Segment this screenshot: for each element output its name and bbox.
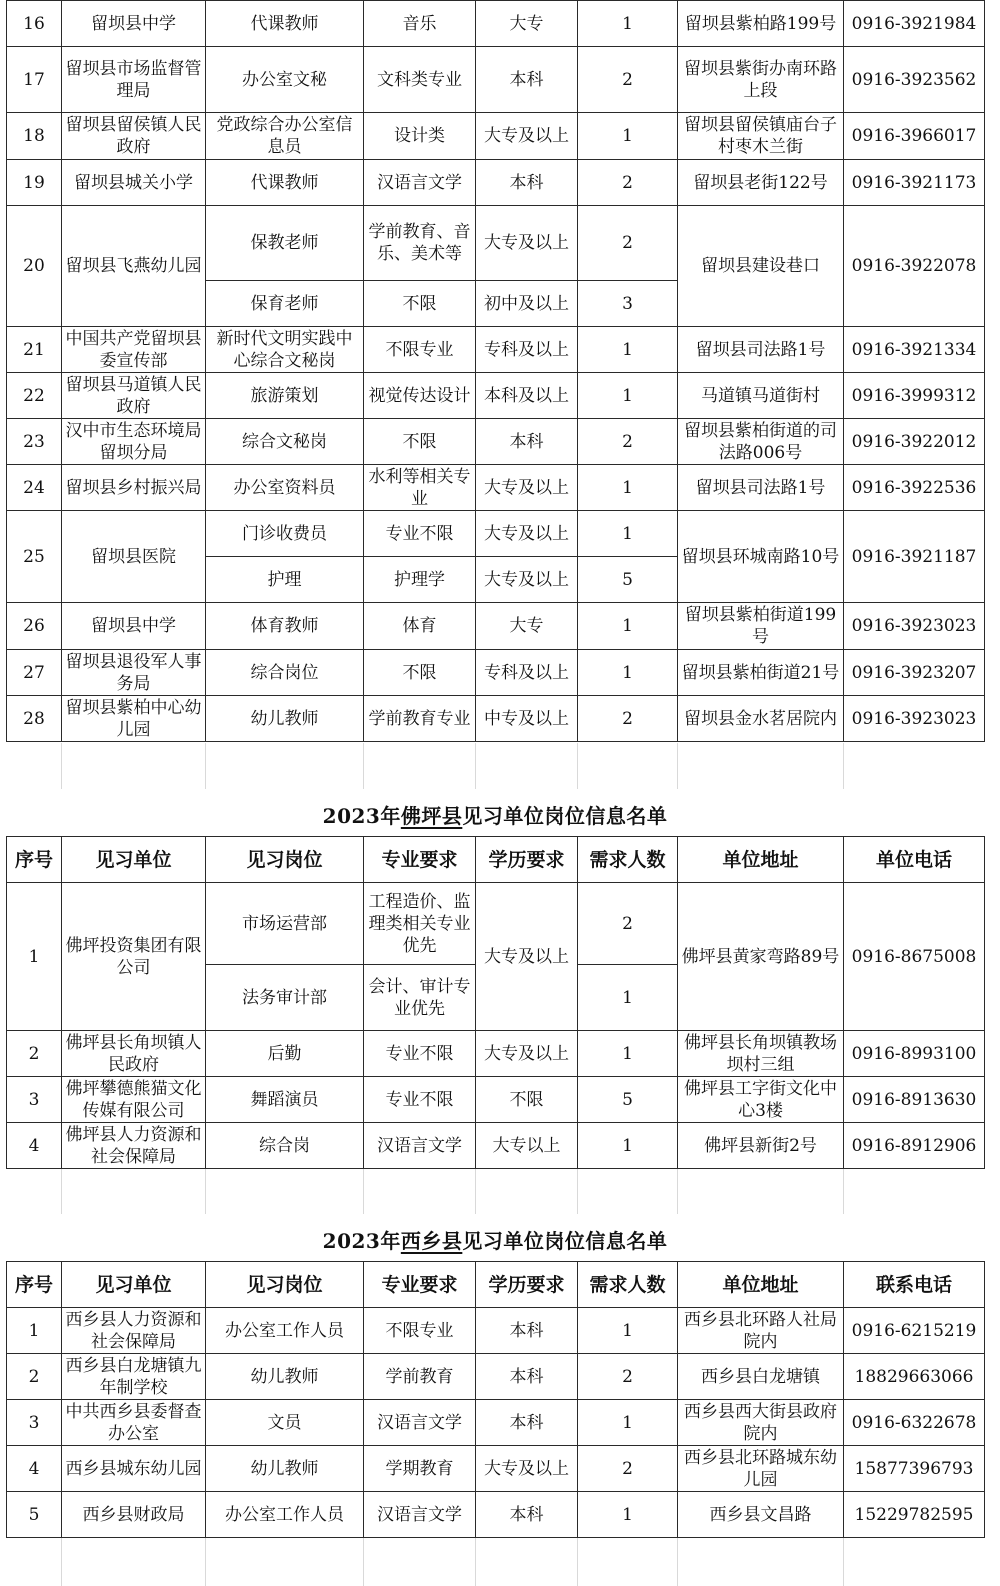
unit-address: 西乡县白龙塘镇 <box>678 1354 844 1400</box>
unit-address: 留坝县环城南路10号 <box>678 511 844 603</box>
unit-phone: 0916-3923023 <box>844 603 985 650</box>
unit-name: 留坝县乡村振兴局 <box>62 465 206 511</box>
education-requirement: 本科 <box>476 1492 578 1538</box>
headcount: 2 <box>578 206 678 281</box>
header-phone: 联系电话 <box>844 1262 985 1308</box>
position: 党政综合办公室信息员 <box>206 113 364 160</box>
headcount: 3 <box>578 281 678 327</box>
education-requirement: 本科 <box>476 1354 578 1400</box>
table-row <box>7 47 985 113</box>
unit-phone: 0916-3966017 <box>844 113 985 160</box>
header-addr: 单位地址 <box>678 1262 844 1308</box>
position: 旅游策划 <box>206 373 364 419</box>
blank-grid-band-3 <box>6 1538 984 1586</box>
unit-address: 西乡县北环路城东幼儿园 <box>678 1446 844 1492</box>
major-requirement: 学前教育专业 <box>364 696 476 742</box>
education-requirement: 大专及以上 <box>476 557 578 603</box>
unit-phone: 15229782595 <box>844 1492 985 1538</box>
education-requirement: 中专及以上 <box>476 696 578 742</box>
row-number: 3 <box>7 1400 62 1446</box>
unit-phone: 0916-3922536 <box>844 465 985 511</box>
table-row <box>7 1446 985 1492</box>
table-row <box>7 1 985 47</box>
row-number: 23 <box>7 419 62 465</box>
row-number: 16 <box>7 1 62 47</box>
row-number: 20 <box>7 206 62 327</box>
title-rest: 见习单位岗位信息名单 <box>462 804 668 828</box>
table-row <box>7 1123 985 1169</box>
headcount: 1 <box>578 603 678 650</box>
major-requirement: 汉语言文学 <box>364 1400 476 1446</box>
table-row <box>7 696 985 742</box>
major-requirement: 音乐 <box>364 1 476 47</box>
unit-phone: 0916-8993100 <box>844 1031 985 1077</box>
unit-address: 留坝县金水茗居院内 <box>678 696 844 742</box>
major-requirement: 会计、审计专业优先 <box>364 965 476 1031</box>
headcount: 1 <box>578 1308 678 1354</box>
headcount: 5 <box>578 1077 678 1123</box>
position: 文员 <box>206 1400 364 1446</box>
education-requirement: 大专以上 <box>476 1123 578 1169</box>
unit-address: 留坝县老街122号 <box>678 160 844 206</box>
position: 门诊收费员 <box>206 511 364 557</box>
unit-name: 汉中市生态环境局留坝分局 <box>62 419 206 465</box>
major-requirement: 专业不限 <box>364 1077 476 1123</box>
row-number: 17 <box>7 47 62 113</box>
position: 办公室资料员 <box>206 465 364 511</box>
major-requirement: 文科类专业 <box>364 47 476 113</box>
education-requirement: 大专 <box>476 1 578 47</box>
header-row <box>7 1262 985 1308</box>
header-unit: 见习单位 <box>62 837 206 883</box>
unit-phone: 0916-3921173 <box>844 160 985 206</box>
education-requirement: 本科 <box>476 1308 578 1354</box>
unit-phone: 0916-8913630 <box>844 1077 985 1123</box>
header-major: 专业要求 <box>364 837 476 883</box>
headcount: 1 <box>578 465 678 511</box>
unit-address: 佛坪县新街2号 <box>678 1123 844 1169</box>
header-count: 需求人数 <box>578 1262 678 1308</box>
unit-address: 西乡县西大街县政府院内 <box>678 1400 844 1446</box>
unit-name: 西乡县人力资源和社会保障局 <box>62 1308 206 1354</box>
major-requirement: 不限专业 <box>364 1308 476 1354</box>
table-row <box>7 1308 985 1354</box>
unit-phone: 18829663066 <box>844 1354 985 1400</box>
header-row <box>7 837 985 883</box>
row-number: 19 <box>7 160 62 206</box>
table-row <box>7 650 985 696</box>
education-requirement: 大专及以上 <box>476 511 578 557</box>
education-requirement: 大专及以上 <box>476 465 578 511</box>
unit-address: 留坝县紫街办南环路上段 <box>678 47 844 113</box>
unit-address: 留坝县紫柏街道199号 <box>678 603 844 650</box>
unit-address: 佛坪县长角坝镇教场坝村三组 <box>678 1031 844 1077</box>
headcount: 5 <box>578 557 678 603</box>
unit-name: 留坝县飞燕幼儿园 <box>62 206 206 327</box>
position: 后勤 <box>206 1031 364 1077</box>
major-requirement: 学期教育 <box>364 1446 476 1492</box>
position: 代课教师 <box>206 160 364 206</box>
header-no: 序号 <box>7 837 62 883</box>
unit-name: 留坝县马道镇人民政府 <box>62 373 206 419</box>
unit-name: 佛坪攀德熊猫文化传媒有限公司 <box>62 1077 206 1123</box>
education-requirement: 专科及以上 <box>476 650 578 696</box>
table-row <box>7 1400 985 1446</box>
position: 市场运营部 <box>206 883 364 965</box>
headcount: 1 <box>578 511 678 557</box>
major-requirement: 学前教育 <box>364 1354 476 1400</box>
table-row <box>7 511 985 557</box>
header-major: 专业要求 <box>364 1262 476 1308</box>
headcount: 1 <box>578 1400 678 1446</box>
header-edu: 学历要求 <box>476 837 578 883</box>
major-requirement: 不限专业 <box>364 327 476 373</box>
title-rest: 见习单位岗位信息名单 <box>462 1229 668 1253</box>
major-requirement: 专业不限 <box>364 511 476 557</box>
row-number: 3 <box>7 1077 62 1123</box>
major-requirement: 汉语言文学 <box>364 1492 476 1538</box>
table-row <box>7 206 985 281</box>
unit-address: 留坝县紫柏街道的司法路006号 <box>678 419 844 465</box>
unit-name: 佛坪县长角坝镇人民政府 <box>62 1031 206 1077</box>
position: 保育老师 <box>206 281 364 327</box>
table-row <box>7 1354 985 1400</box>
major-requirement: 设计类 <box>364 113 476 160</box>
row-number: 4 <box>7 1446 62 1492</box>
education-requirement: 大专及以上 <box>476 1031 578 1077</box>
education-requirement: 本科及以上 <box>476 373 578 419</box>
major-requirement: 不限 <box>364 419 476 465</box>
unit-address: 西乡县北环路人社局院内 <box>678 1308 844 1354</box>
row-number: 28 <box>7 696 62 742</box>
education-requirement: 不限 <box>476 1077 578 1123</box>
header-count: 需求人数 <box>578 837 678 883</box>
position: 法务审计部 <box>206 965 364 1031</box>
table-row <box>7 1492 985 1538</box>
xixiang-positions-table <box>6 1261 985 1538</box>
header-phone: 单位电话 <box>844 837 985 883</box>
position: 综合岗位 <box>206 650 364 696</box>
major-requirement: 视觉传达设计 <box>364 373 476 419</box>
unit-name: 留坝县中学 <box>62 1 206 47</box>
table-row <box>7 465 985 511</box>
unit-name: 留坝县城关小学 <box>62 160 206 206</box>
unit-name: 西乡县白龙塘镇九年制学校 <box>62 1354 206 1400</box>
headcount: 2 <box>578 160 678 206</box>
position: 幼儿教师 <box>206 1354 364 1400</box>
unit-phone: 0916-6215219 <box>844 1308 985 1354</box>
major-requirement: 汉语言文学 <box>364 1123 476 1169</box>
unit-name: 留坝县医院 <box>62 511 206 603</box>
section-title-xixiang <box>6 1225 984 1254</box>
header-unit: 见习单位 <box>62 1262 206 1308</box>
unit-address: 留坝县紫柏街道21号 <box>678 650 844 696</box>
headcount: 2 <box>578 1446 678 1492</box>
unit-phone: 0916-3923207 <box>844 650 985 696</box>
headcount: 1 <box>578 113 678 160</box>
section-title-foping <box>6 800 984 829</box>
position: 综合文秘岗 <box>206 419 364 465</box>
education-requirement: 本科 <box>476 1400 578 1446</box>
unit-name: 佛坪县人力资源和社会保障局 <box>62 1123 206 1169</box>
education-requirement: 大专 <box>476 603 578 650</box>
title-year: 2023年 <box>322 804 401 828</box>
position: 办公室工作人员 <box>206 1308 364 1354</box>
title-year: 2023年 <box>322 1229 401 1253</box>
position: 新时代文明实践中心综合文秘岗 <box>206 327 364 373</box>
headcount: 1 <box>578 1492 678 1538</box>
row-number: 2 <box>7 1031 62 1077</box>
education-requirement: 专科及以上 <box>476 327 578 373</box>
position: 办公室文秘 <box>206 47 364 113</box>
education-requirement: 本科 <box>476 160 578 206</box>
unit-phone: 0916-3999312 <box>844 373 985 419</box>
header-edu: 学历要求 <box>476 1262 578 1308</box>
liuba-positions-table <box>6 0 985 742</box>
headcount: 2 <box>578 1354 678 1400</box>
major-requirement: 学前教育、音乐、美术等 <box>364 206 476 281</box>
education-requirement: 大专及以上 <box>476 206 578 281</box>
unit-name: 中共西乡县委督查办公室 <box>62 1400 206 1446</box>
position: 幼儿教师 <box>206 696 364 742</box>
table-row <box>7 1077 985 1123</box>
blank-grid-band-1 <box>6 743 984 789</box>
education-requirement: 大专及以上 <box>476 113 578 160</box>
headcount: 1 <box>578 650 678 696</box>
header-addr: 单位地址 <box>678 837 844 883</box>
headcount: 1 <box>578 965 678 1031</box>
unit-address: 留坝县紫柏路199号 <box>678 1 844 47</box>
headcount: 1 <box>578 373 678 419</box>
position: 办公室工作人员 <box>206 1492 364 1538</box>
row-number: 1 <box>7 1308 62 1354</box>
row-number: 21 <box>7 327 62 373</box>
education-requirement: 初中及以上 <box>476 281 578 327</box>
headcount: 1 <box>578 1 678 47</box>
headcount: 1 <box>578 1031 678 1077</box>
table-row <box>7 373 985 419</box>
table-row <box>7 603 985 650</box>
education-requirement: 本科 <box>476 419 578 465</box>
unit-phone: 0916-3921187 <box>844 511 985 603</box>
table-row <box>7 160 985 206</box>
major-requirement: 汉语言文学 <box>364 160 476 206</box>
position: 幼儿教师 <box>206 1446 364 1492</box>
major-requirement: 体育 <box>364 603 476 650</box>
unit-address: 留坝县留侯镇庙台子村枣木兰街 <box>678 113 844 160</box>
unit-name: 西乡县城东幼儿园 <box>62 1446 206 1492</box>
education-requirement: 本科 <box>476 47 578 113</box>
unit-phone: 0916-6322678 <box>844 1400 985 1446</box>
unit-address: 西乡县文昌路 <box>678 1492 844 1538</box>
unit-address: 留坝县司法路1号 <box>678 465 844 511</box>
row-number: 27 <box>7 650 62 696</box>
headcount: 1 <box>578 1123 678 1169</box>
position: 体育教师 <box>206 603 364 650</box>
position: 舞蹈演员 <box>206 1077 364 1123</box>
major-requirement: 水利等相关专业 <box>364 465 476 511</box>
row-number: 22 <box>7 373 62 419</box>
major-requirement: 不限 <box>364 281 476 327</box>
table-row <box>7 327 985 373</box>
row-number: 5 <box>7 1492 62 1538</box>
unit-phone: 0916-3921984 <box>844 1 985 47</box>
row-number: 18 <box>7 113 62 160</box>
header-post: 见习岗位 <box>206 837 364 883</box>
unit-name: 中国共产党留坝县委宣传部 <box>62 327 206 373</box>
unit-address: 留坝县司法路1号 <box>678 327 844 373</box>
major-requirement: 工程造价、监理类相关专业优先 <box>364 883 476 965</box>
table-row <box>7 419 985 465</box>
headcount: 2 <box>578 883 678 965</box>
row-number: 25 <box>7 511 62 603</box>
unit-phone: 0916-3923023 <box>844 696 985 742</box>
unit-phone: 0916-3922078 <box>844 206 985 327</box>
title-county: 西乡县 <box>400 1229 463 1253</box>
header-post: 见习岗位 <box>206 1262 364 1308</box>
unit-name: 留坝县紫柏中心幼儿园 <box>62 696 206 742</box>
major-requirement: 专业不限 <box>364 1031 476 1077</box>
unit-address: 留坝县建设巷口 <box>678 206 844 327</box>
headcount: 2 <box>578 696 678 742</box>
table-row <box>7 883 985 965</box>
unit-name: 留坝县中学 <box>62 603 206 650</box>
unit-phone: 0916-8675008 <box>844 883 985 1031</box>
foping-positions-table <box>6 836 985 1169</box>
title-county: 佛坪县 <box>400 804 463 828</box>
unit-phone: 15877396793 <box>844 1446 985 1492</box>
unit-name: 西乡县财政局 <box>62 1492 206 1538</box>
table-row <box>7 1031 985 1077</box>
row-number: 24 <box>7 465 62 511</box>
education-requirement: 大专及以上 <box>476 1446 578 1492</box>
unit-name: 留坝县留侯镇人民政府 <box>62 113 206 160</box>
row-number: 2 <box>7 1354 62 1400</box>
unit-address: 马道镇马道街村 <box>678 373 844 419</box>
row-number: 1 <box>7 883 62 1031</box>
unit-address: 佛坪县黄家弯路89号 <box>678 883 844 1031</box>
position: 综合岗 <box>206 1123 364 1169</box>
headcount: 2 <box>578 47 678 113</box>
position: 保教老师 <box>206 206 364 281</box>
blank-grid-band-2 <box>6 1168 984 1214</box>
major-requirement: 护理学 <box>364 557 476 603</box>
table-row <box>7 113 985 160</box>
position: 代课教师 <box>206 1 364 47</box>
unit-phone: 0916-8912906 <box>844 1123 985 1169</box>
headcount: 1 <box>578 327 678 373</box>
unit-phone: 0916-3922012 <box>844 419 985 465</box>
unit-name: 留坝县退役军人事务局 <box>62 650 206 696</box>
header-no: 序号 <box>7 1262 62 1308</box>
row-number: 26 <box>7 603 62 650</box>
position: 护理 <box>206 557 364 603</box>
unit-name: 佛坪投资集团有限公司 <box>62 883 206 1031</box>
unit-address: 佛坪县工字街文化中心3楼 <box>678 1077 844 1123</box>
unit-phone: 0916-3923562 <box>844 47 985 113</box>
row-number: 4 <box>7 1123 62 1169</box>
education-requirement: 大专及以上 <box>476 883 578 1031</box>
headcount: 2 <box>578 419 678 465</box>
unit-name: 留坝县市场监督管理局 <box>62 47 206 113</box>
major-requirement: 不限 <box>364 650 476 696</box>
unit-phone: 0916-3921334 <box>844 327 985 373</box>
